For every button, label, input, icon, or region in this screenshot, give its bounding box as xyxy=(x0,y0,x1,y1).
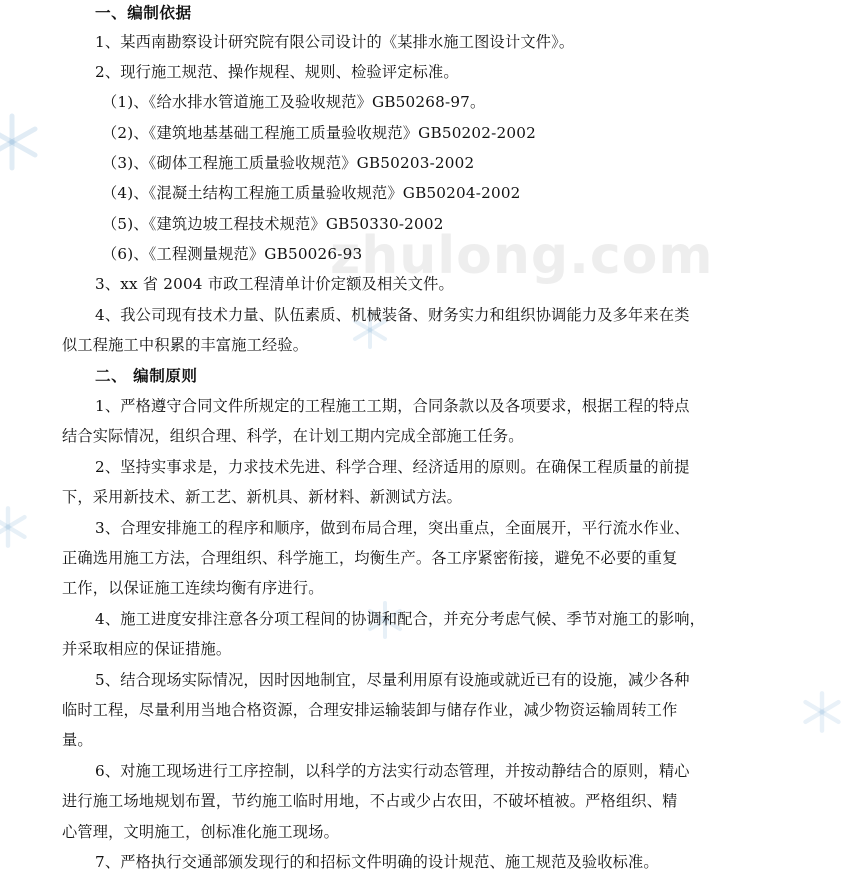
paragraph-line: 1、严格遵守合同文件所规定的工程施工工期，合同条款以及各项要求，根据工程的特点 xyxy=(95,397,690,415)
paragraph-line: 结合实际情况，组织合理、科学，在计划工期内完成全部施工任务。 xyxy=(62,427,524,445)
paragraph-line: 3、xx 省 2004 市政工程清单计价定额及相关文件。 xyxy=(95,275,454,293)
section-heading: 二、 编制原则 xyxy=(95,366,198,385)
list-item: （2)、《建筑地基基础工程施工质量验收规范》GB50202-2002 xyxy=(102,124,536,142)
snowflake-watermark-icon xyxy=(0,112,42,172)
list-item: （5)、《建筑边坡工程技术规范》GB50330-2002 xyxy=(102,215,444,233)
paragraph-line: 2、现行施工规范、操作规程、规则、检验评定标准。 xyxy=(95,63,459,81)
list-item: （4)、《混凝土结构工程施工质量验收规范》GB50204-2002 xyxy=(102,184,521,202)
paragraph-line: 3、合理安排施工的程序和顺序，做到布局合理，突出重点，全面展开，平行流水作业、 xyxy=(95,519,690,537)
paragraph-line: 1、某西南勘察设计研究院有限公司设计的《某排水施工图设计文件》。 xyxy=(95,33,575,51)
paragraph-line: 心管理，文明施工，创标准化施工现场。 xyxy=(62,823,339,841)
watermark-text: zhulong.com xyxy=(330,226,714,286)
paragraph-line: 进行施工场地规划布置，节约施工临时用地，不占或少占农田，不破坏植被。严格组织、精 xyxy=(62,792,678,810)
snowflake-watermark-icon xyxy=(800,690,843,734)
paragraph-line: 量。 xyxy=(62,731,93,749)
paragraph-line: 2、坚持实事求是，力求技术先进、科学合理、经济适用的原则。在确保工程质量的前提 xyxy=(95,458,690,476)
paragraph-line: 似工程施工中积累的丰富施工经验。 xyxy=(62,336,309,354)
paragraph-line: 4、我公司现有技术力量、队伍素质、机械装备、财务实力和组织协调能力及多年来在类 xyxy=(95,306,690,324)
section-heading: 一、编制依据 xyxy=(95,3,192,22)
list-item: （1)、《给水排水管道施工及验收规范》GB50268-97。 xyxy=(102,93,486,111)
list-item: （3)、《砌体工程施工质量验收规范》GB50203-2002 xyxy=(102,154,475,172)
list-item: （6)、《工程测量规范》GB50026-93 xyxy=(102,245,363,263)
paragraph-line: 并采取相应的保证措施。 xyxy=(62,640,232,658)
paragraph-line: 5、结合现场实际情况，因时因地制宜，尽量利用原有设施或就近已有的设施，减少各种 xyxy=(95,671,690,689)
snowflake-watermark-icon xyxy=(0,505,30,549)
paragraph-line: 正确选用施工方法，合理组织、科学施工，均衡生产。各工序紧密衔接，避免不必要的重复 xyxy=(62,549,678,567)
paragraph-line: 下，采用新技术、新工艺、新机具、新材料、新测试方法。 xyxy=(62,488,463,506)
paragraph-line: 6、对施工现场进行工序控制，以科学的方法实行动态管理，并按动静结合的原则，精心 xyxy=(95,762,690,780)
paragraph-line: 4、施工进度安排注意各分项工程间的协调和配合，并充分考虑气候、季节对施工的影响， xyxy=(95,610,705,628)
paragraph-line: 7、严格执行交通部颁发现行的和招标文件明确的设计规范、施工规范及验收标准。 xyxy=(95,853,659,871)
paragraph-line: 工作，以保证施工连续均衡有序进行。 xyxy=(62,579,324,597)
paragraph-line: 临时工程，尽量利用当地合格资源，合理安排运输装卸与储存作业，减少物资运输周转工作 xyxy=(62,701,678,719)
